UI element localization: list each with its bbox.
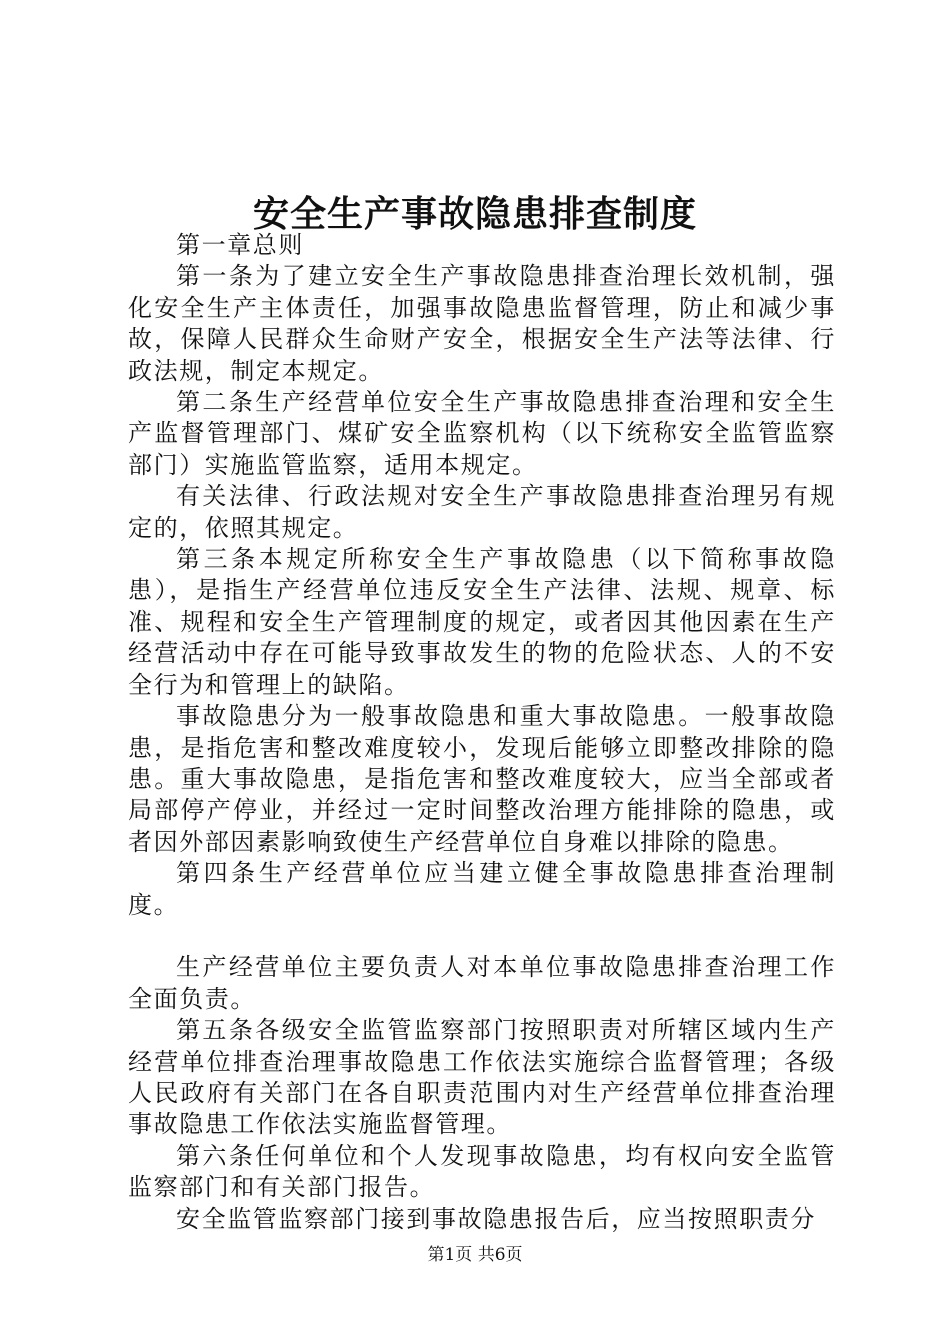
chapter-heading: 第一章总则: [176, 231, 304, 259]
page-number-footer: 第1页 共6页: [427, 1245, 523, 1265]
body-paragraph: 有关法律、行政法规对安全生产事故隐患排查治理另有规定的，依照其规定。: [128, 482, 836, 542]
article-4-paragraph: 第四条生产经营单位应当建立健全事故隐患排查治理制度。: [128, 859, 836, 919]
document-body: [128, 230, 836, 1235]
article-5-paragraph: 第五条各级安全监管监察部门按照职责对所辖区域内生产经营单位排查治理事故隐患工作依法实施综合监督管理；各级人民政府有关部门在各自职责范围内对生产经营单位排查治理事故隐患工作依法实施监督管理。: [128, 1016, 836, 1139]
body-paragraph: 安全监管监察部门接到事故隐患报告后，应当按照职责分: [176, 1204, 816, 1233]
article-3-paragraph: 第三条本规定所称安全生产事故隐患（以下简称事故隐患），是指生产经营单位违反安全生产法律、法规、规章、标准、规程和安全生产管理制度的规定，或者因其他因素在生产经营活动中存在可能导致事故发生的物的危险状态、人的不安全行为和管理上的缺陷。: [128, 545, 836, 699]
body-paragraph: 事故隐患分为一般事故隐患和重大事故隐患。一般事故隐患，是指危害和整改难度较小，发现后能够立即整改排除的隐患。重大事故隐患，是指危害和整改难度较大，应当全部或者局部停产停业，并经过一定时间整改治理方能排除的隐患，或者因外部因素影响致使生产经营单位自身难以排除的隐患。: [128, 702, 836, 856]
body-paragraph: 生产经营单位主要负责人对本单位事故隐患排查治理工作全面负责。: [128, 953, 836, 1013]
document-title: 安全生产事故隐患排查制度: [252, 194, 697, 235]
article-6-paragraph: 第六条任何单位和个人发现事故隐患，均有权向安全监管监察部门和有关部门报告。: [128, 1141, 836, 1202]
article-1-paragraph: 第一条为了建立安全生产事故隐患排查治理长效机制，强化安全生产主体责任，加强事故隐患监督管理，防止和减少事故，保障人民群众生命财产安全，根据安全生产法等法律、行政法规，制定本规定。: [128, 262, 836, 385]
article-2-paragraph: 第二条生产经营单位安全生产事故隐患排查治理和安全生产监督管理部门、煤矿安全监察机构（以下统称安全监管监察部门）实施监管监察，适用本规定。: [128, 388, 836, 479]
